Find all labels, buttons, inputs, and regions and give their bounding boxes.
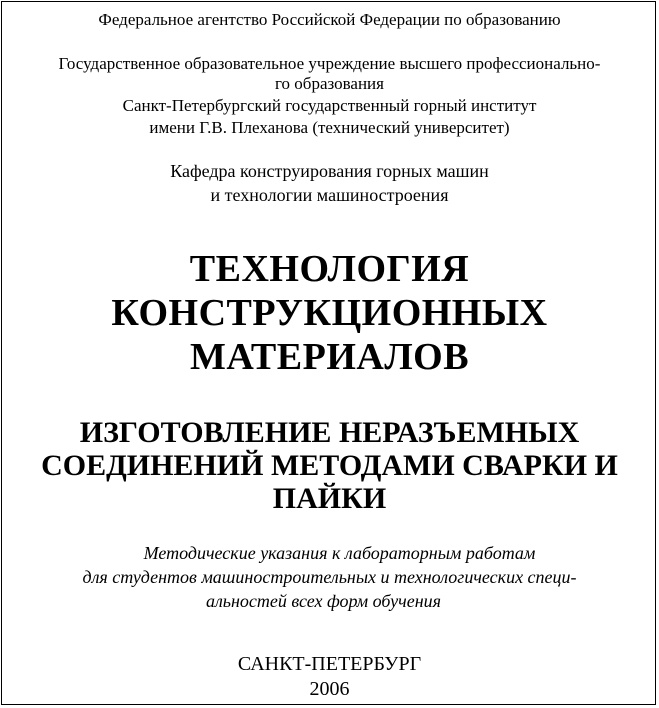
description-line-2: для студентов машиностроительных и технологических специ-	[82, 567, 577, 587]
subtitle-line-1: ИЗГОТОВЛЕНИЕ НЕРАЗЪЕМНЫХ	[79, 416, 580, 449]
footer-year: 2006	[309, 678, 350, 700]
department-line-2: и технологии машиностроения	[210, 185, 449, 205]
title-line-3: МАТЕРИАЛОВ	[189, 336, 470, 378]
description-line-3: альностей всех форм обучения	[205, 591, 442, 611]
institution-line-4: имени Г.В. Плеханова (технический университет)	[149, 118, 510, 137]
subtitle-line-3: ПАЙКИ	[272, 482, 387, 515]
institution-line-3: Санкт-Петербургский государственный горный институт	[122, 96, 537, 115]
department-line-1: Кафедра конструирования горных машин	[170, 161, 489, 181]
title-line-1: ТЕХНОЛОГИЯ	[189, 248, 470, 290]
agency-name: Федеральное агентство Российской Федерации по образованию	[98, 10, 561, 29]
institution-line-2: го образования	[275, 74, 384, 93]
institution-line-1: Государственное образовательное учреждение высшего профессионально-	[58, 54, 601, 73]
title-line-2: КОНСТРУКЦИОННЫХ	[111, 292, 548, 334]
footer-city: САНКТ-ПЕТЕРБУРГ	[237, 653, 422, 675]
subtitle-line-2: СОЕДИНЕНИЙ МЕТОДАМИ СВАРКИ И	[41, 449, 618, 482]
description-line-1: Методические указания к лабораторным работам	[143, 543, 536, 563]
